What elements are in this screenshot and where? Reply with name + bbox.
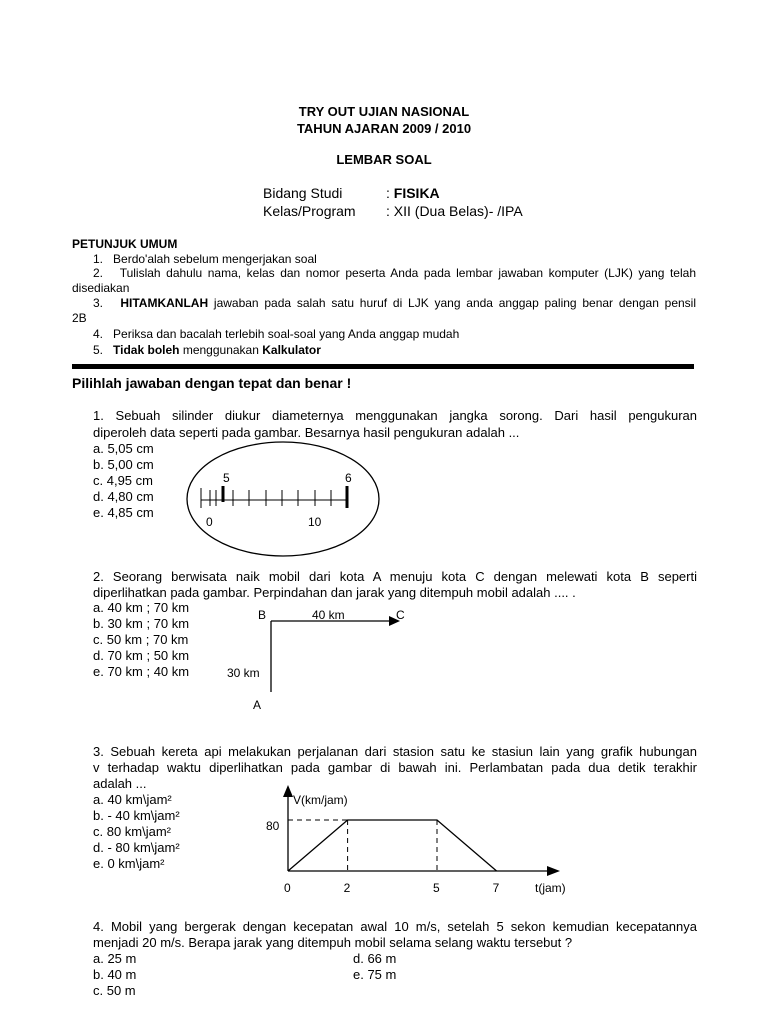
q2-option-d[interactable]: d. 70 km ; 50 km: [93, 648, 190, 663]
main-scale-label-6: 6: [345, 471, 352, 485]
q3-option-a[interactable]: a. 40 km\jam²: [93, 792, 172, 807]
q1-option-b[interactable]: b. 5,00 cm: [93, 457, 154, 472]
petunjuk-item-3-line-2: 2B: [72, 311, 87, 325]
y-axis-label: V(km/jam): [293, 793, 348, 807]
q2-option-e[interactable]: e. 70 km ; 40 km: [93, 664, 190, 679]
label-a: A: [253, 698, 262, 712]
x-tick-7: 7: [492, 881, 500, 895]
q2-option-a[interactable]: a. 40 km ; 70 km: [93, 600, 190, 615]
y-axis-arrow: [283, 785, 293, 797]
label-b: B: [258, 608, 267, 622]
q1-line-2: diperoleh data seperti pada gambar. Besarnya hasil pengukuran adalah ...: [93, 425, 520, 440]
q3-option-e[interactable]: e. 0 km\jam²: [93, 856, 165, 871]
bidang-value: : FISIKA: [386, 185, 440, 201]
dashed-guides: [288, 820, 437, 871]
label-distance-ab: 30 km: [227, 666, 260, 680]
x-axis-arrow: [547, 866, 560, 876]
q2-line-1: 2. Seorang berwisata naik mobil dari kota A menuju kota C dengan melewati kota B seperti: [93, 569, 697, 584]
title-line-3: LEMBAR SOAL: [336, 152, 432, 167]
petunjuk-item-3-line-1: 3. HITAMKANLAH jawaban pada salah satu huruf di LJK yang anda anggap paling benar dengan pensil: [93, 296, 696, 310]
q2-option-c[interactable]: c. 50 km ; 70 km: [93, 632, 189, 647]
q4-option-d[interactable]: d. 66 m: [353, 951, 397, 966]
label-c: C: [396, 608, 405, 622]
q2-option-b[interactable]: b. 30 km ; 70 km: [93, 616, 190, 631]
petunjuk-item-2-line-1: 2. Tulislah dahulu nama, kelas dan nomor peserta Anda pada lembar jawaban komputer (LJK) yang telah: [93, 266, 696, 280]
q1-option-c[interactable]: c. 4,95 cm: [93, 473, 153, 488]
q3-line-2: v terhadap waktu diperlihatkan pada gambar di bawah ini. Perlambatan pada dua detik terakhir: [93, 760, 697, 775]
q4-option-b[interactable]: b. 40 m: [93, 967, 137, 982]
q1-option-e[interactable]: e. 4,85 cm: [93, 505, 154, 520]
x-tick-0: 0: [284, 881, 291, 895]
q3-line-1: 3. Sebuah kereta api melakukan perjalanan dari stasion satu ke stasiun lain yang grafik hubungan: [93, 744, 697, 759]
x-tick-2: 2: [343, 881, 351, 895]
q1-option-a[interactable]: a. 5,05 cm: [93, 441, 154, 456]
petunjuk-item-2-line-2: disediakan: [72, 281, 130, 295]
q3-option-c[interactable]: c. 80 km\jam²: [93, 824, 172, 839]
instruction: Pilihlah jawaban dengan tepat dan benar !: [72, 375, 352, 391]
vernier-label-10: 10: [308, 515, 322, 529]
q4-option-c[interactable]: c. 50 m: [93, 983, 136, 998]
q4-option-e[interactable]: e. 75 m: [353, 967, 397, 982]
y-tick-labels: [266, 819, 280, 833]
bidang-label: Bidang Studi: [263, 185, 343, 201]
y-tick-80: 80: [266, 819, 280, 833]
q3-line-3: adalah ...: [93, 776, 147, 791]
label-distance-bc: 40 km: [312, 608, 345, 622]
vernier-label-0: 0: [206, 515, 213, 529]
title-line-2: TAHUN AJARAN 2009 / 2010: [296, 121, 472, 136]
q1-option-d[interactable]: d. 4,80 cm: [93, 489, 154, 504]
petunjuk-item-4: 4. Periksa dan bacalah terlebih soal-soal yang Anda anggap mudah: [93, 327, 460, 341]
q2-line-2: diperlihatkan pada gambar. Perpindahan dan jarak yang ditempuh mobil adalah .... .: [93, 585, 576, 600]
q3-option-d[interactable]: d. - 80 km\jam²: [93, 840, 180, 855]
series-line: [288, 820, 497, 871]
kelas-label: Kelas/Program: [263, 203, 356, 219]
petunjuk-item-1: 1. Berdo'alah sebelum mengerjakan soal: [93, 252, 317, 266]
x-axis-label: t(jam): [535, 881, 566, 895]
petunjuk-item-5: 5. Tidak boleh menggunakan Kalkulator: [93, 343, 321, 357]
x-tick-labels: [284, 881, 500, 895]
q4-line-1: 4. Mobil yang bergerak dengan kecepatan awal 10 m/s, setelah 5 sekon kemudian kecepatannya: [93, 919, 697, 934]
main-scale-label-5: 5: [223, 471, 230, 485]
petunjuk-title: PETUNJUK UMUM: [72, 237, 178, 251]
q4-line-2: menjadi 20 m/s. Berapa jarak yang ditempuh mobil selama selang waktu tersebut ?: [93, 935, 573, 950]
q3-option-b[interactable]: b. - 40 km\jam²: [93, 808, 180, 823]
title-line-1: TRY OUT UJIAN NASIONAL: [298, 104, 470, 119]
q4-option-a[interactable]: a. 25 m: [93, 951, 137, 966]
kelas-value: : XII (Dua Belas)- /IPA: [386, 203, 523, 219]
q1-line-1: 1. Sebuah silinder diukur diameternya menggunakan jangka sorong. Dari hasil pengukuran: [93, 408, 697, 423]
x-tick-5: 5: [433, 881, 440, 895]
